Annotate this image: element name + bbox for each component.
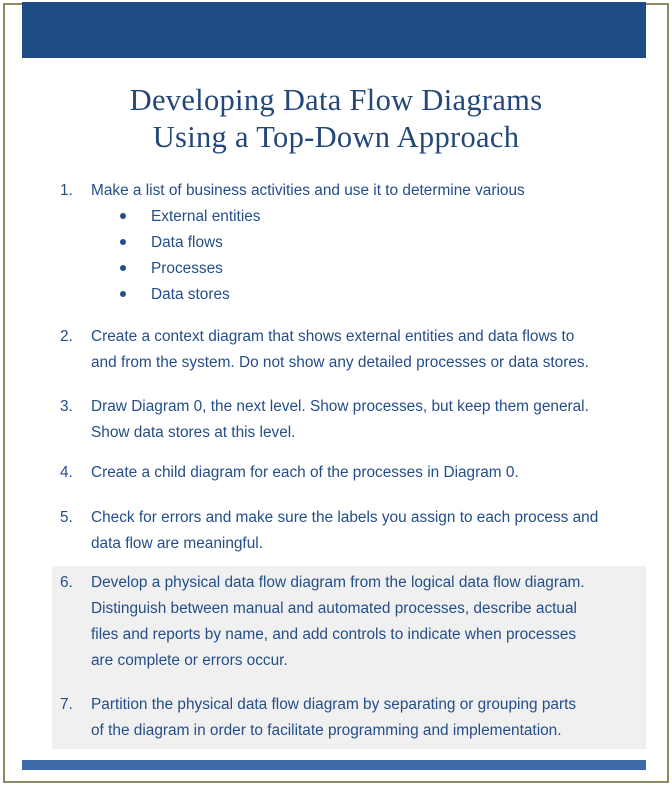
step-line: Partition the physical data flow diagram by separating or grouping parts <box>91 696 577 713</box>
step-text <box>91 570 651 674</box>
footer-band <box>22 760 646 770</box>
bullet-label: External entities <box>151 208 261 225</box>
step-number: 4. <box>60 464 73 481</box>
step-line: and from the system. Do not show any detailed processes or data stores. <box>91 354 589 371</box>
step-line: Draw Diagram 0, the next level. Show processes, but keep them general. <box>91 398 589 415</box>
step-line: files and reports by name, and add controls to indicate when processes <box>91 626 577 643</box>
step-number: 1. <box>60 182 73 199</box>
step-text <box>91 324 651 376</box>
step-text <box>91 505 651 557</box>
step-number: 3. <box>60 398 73 415</box>
step-line: Create a child diagram for each of the processes in Diagram 0. <box>91 464 519 481</box>
step-line: are complete or errors occur. <box>91 652 288 669</box>
step-line: Show data stores at this level. <box>91 424 296 441</box>
bullet-icon <box>120 213 126 219</box>
bullet-icon <box>120 239 126 245</box>
step-line: Distinguish between manual and automated processes, describe actual <box>91 600 577 617</box>
header-band <box>22 2 646 58</box>
step-line: data flow are meaningful. <box>91 535 263 552</box>
step-text <box>91 394 651 446</box>
page-title <box>0 82 672 156</box>
step-number: 6. <box>60 574 73 591</box>
bullet-label: Data flows <box>151 234 223 251</box>
step-line: Create a context diagram that shows external entities and data flows to <box>91 328 575 345</box>
step-number: 5. <box>60 509 73 526</box>
title-line-2: Using a Top-Down Approach <box>152 120 520 154</box>
title-line-1: Developing Data Flow Diagrams <box>129 83 543 117</box>
bullet-label: Data stores <box>151 286 230 303</box>
bullet-icon <box>120 265 126 271</box>
step-line: Develop a physical data flow diagram from the logical data flow diagram. <box>91 574 585 591</box>
step-line: Make a list of business activities and use it to determine various <box>91 182 525 199</box>
step-text <box>91 178 651 204</box>
step-number: 7. <box>60 696 73 713</box>
step-line: Check for errors and make sure the labels you assign to each process and <box>91 509 599 526</box>
step-number: 2. <box>60 328 73 345</box>
bullet-icon <box>120 291 126 297</box>
step-text <box>91 692 651 744</box>
bullet-label: Processes <box>151 260 223 277</box>
step-text <box>91 460 651 486</box>
step-line: of the diagram in order to facilitate programming and implementation. <box>91 722 562 739</box>
